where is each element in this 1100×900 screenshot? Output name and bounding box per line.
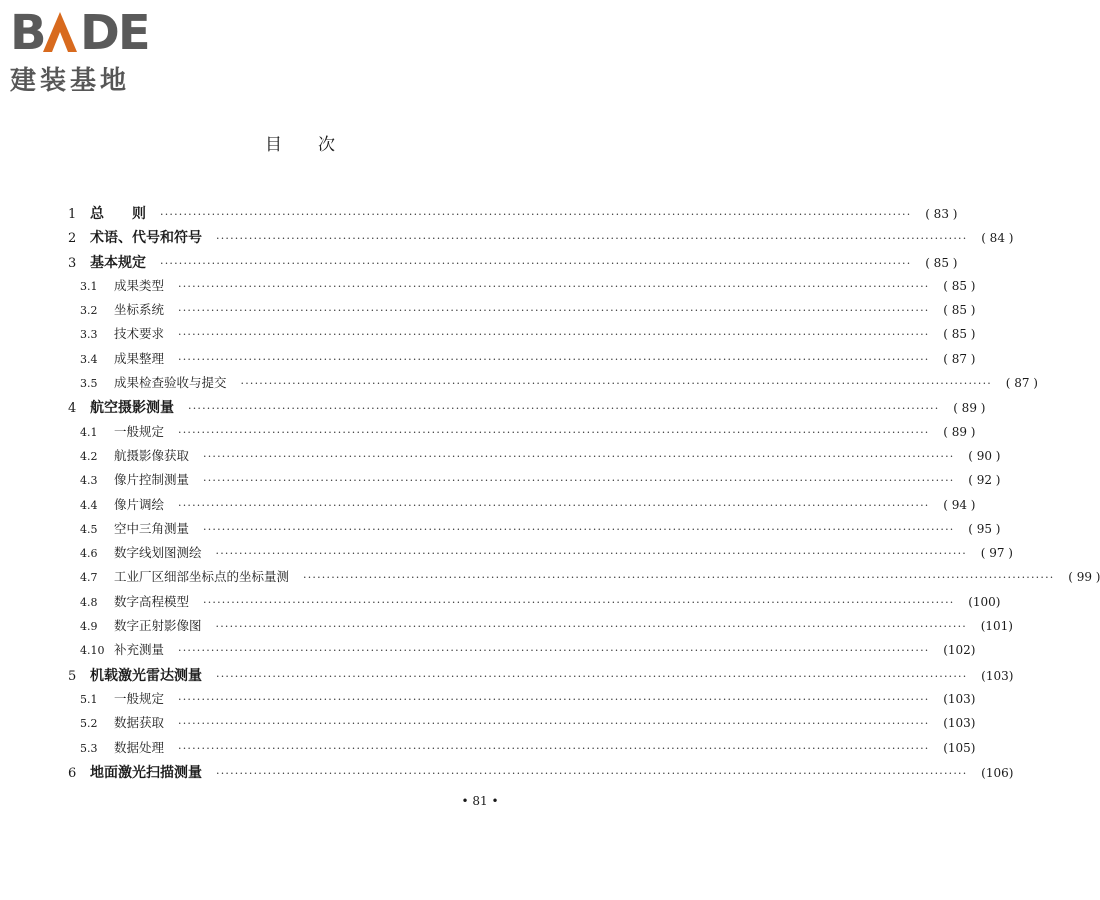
toc-entry-page: ( 90 ): [968, 448, 1001, 463]
toc-leader-dots: ································································································································································: [215, 620, 967, 634]
toc-leader-dots: ································································································································································: [216, 232, 968, 246]
toc-entry-number: 6: [68, 765, 77, 781]
toc-entry[interactable]: [68, 616, 1013, 640]
toc-entry[interactable]: [68, 324, 976, 348]
toc-entry-label: 空中三角测量: [114, 520, 190, 536]
toc-leader-dots: ································································································································································: [160, 256, 912, 270]
toc-entry-page: ( 84 ): [981, 231, 1014, 246]
toc-entry-page: ( 83 ): [925, 207, 958, 221]
toc-entry-number: 3.1: [80, 279, 98, 293]
toc-entry-page: ( 99 ): [1068, 570, 1100, 585]
toc-entry-label: 补充测量: [114, 642, 165, 658]
toc-entry[interactable]: [68, 300, 976, 324]
toc-entry-label: 一般规定: [114, 690, 165, 706]
toc-leader-dots: ································································································································································: [178, 328, 930, 342]
toc-entry-page: (102): [943, 643, 976, 658]
toc-entry[interactable]: [68, 567, 1100, 591]
toc-entry[interactable]: [68, 422, 976, 446]
toc-entry-number: 1: [68, 207, 77, 222]
toc-entry-label: 像片控制测量: [114, 472, 190, 488]
toc-entry-label: 数字线划图测绘: [114, 545, 202, 561]
toc-entry[interactable]: [68, 495, 976, 519]
toc-entry-number: 4.10: [80, 644, 105, 658]
toc-entry[interactable]: [68, 689, 976, 713]
toc-entry-number: 3.3: [80, 328, 98, 342]
toc-entry-number: 4.3: [80, 474, 98, 488]
toc-entry-number: 4.6: [80, 547, 98, 561]
toc-entry[interactable]: [68, 519, 1001, 543]
toc-entry[interactable]: [68, 276, 976, 300]
toc-entry[interactable]: [68, 252, 958, 276]
toc-entry-page: ( 85 ): [943, 278, 976, 293]
toc-entry-page: ( 89 ): [953, 401, 986, 416]
toc-entry[interactable]: [68, 738, 976, 762]
toc-entry-number: 4.9: [80, 620, 98, 634]
toc-leader-dots: ································································································································································: [203, 595, 955, 609]
toc-leader-dots: ································································································································································: [178, 279, 930, 293]
toc-entry[interactable]: [68, 203, 958, 227]
toc-leader-dots: ································································································································································: [160, 208, 912, 221]
toc-entry[interactable]: [68, 640, 976, 664]
toc-entry-page: ( 89 ): [943, 424, 976, 439]
toc-entry-page: ( 85 ): [943, 327, 976, 342]
toc-entry[interactable]: [68, 665, 1014, 689]
toc-leader-dots: ································································································································································: [178, 692, 930, 706]
toc-entry[interactable]: [68, 592, 1001, 616]
toc-entry-number: 2: [68, 231, 77, 247]
toc-entry-number: 3: [68, 255, 77, 271]
toc-entry-label: 成果类型: [114, 277, 165, 293]
toc-title: 目次: [265, 135, 371, 155]
toc-entry[interactable]: [68, 349, 976, 373]
toc-entry-page: ( 97 ): [980, 546, 1013, 561]
toc-entry-number: 3.4: [80, 352, 98, 366]
toc-entry-number: 3.2: [80, 304, 98, 318]
toc-entry-number: 4.5: [80, 522, 98, 536]
toc-entry-number: 5.3: [80, 741, 98, 755]
toc-leader-dots: ································································································································································: [240, 377, 992, 391]
toc-leader-dots: ································································································································································: [203, 449, 955, 463]
toc-entry-number: 5.1: [80, 692, 98, 706]
toc-entry-number: 4.1: [80, 425, 98, 439]
toc-leader-dots: ································································································································································: [178, 717, 930, 731]
roof-a-logo-icon: [43, 12, 77, 52]
toc-leader-dots: ································································································································································: [303, 571, 1055, 585]
toc-entry-page: (103): [943, 691, 976, 706]
toc-entry-number: 4.7: [80, 571, 98, 585]
toc-entry-number: 3.5: [80, 377, 98, 391]
toc-entry-page: (103): [981, 668, 1014, 683]
toc-entry-page: ( 95 ): [968, 521, 1001, 536]
toc-entry-number: 5.2: [80, 717, 98, 731]
toc-entry-label: 术语、代号和符号: [90, 230, 202, 247]
logo-subtitle: 建装基地: [10, 66, 131, 96]
toc-leader-dots: ································································································································································: [178, 741, 930, 755]
toc-entry-label: 一般规定: [114, 423, 165, 439]
bade-logo: [10, 5, 180, 96]
toc-entry-page: (100): [968, 594, 1001, 609]
toc-leader-dots: ································································································································································: [188, 402, 940, 416]
toc-entry[interactable]: [68, 543, 1013, 567]
bade-wordmark-logo: [10, 5, 170, 61]
toc-entry-label: 机载激光雷达测量: [90, 667, 202, 684]
toc-leader-dots: ································································································································································: [178, 644, 930, 658]
toc-entry-page: ( 85 ): [925, 255, 958, 270]
toc-entry-label: 数字正射影像图: [114, 618, 202, 634]
toc-entry-label: 数据获取: [114, 715, 165, 731]
toc-entry[interactable]: [68, 227, 1014, 251]
toc-entry-label: 成果整理: [114, 350, 165, 366]
toc-entry-number: 4.2: [80, 449, 98, 463]
toc-entry-number: 5: [68, 668, 77, 684]
toc-leader-dots: ································································································································································: [215, 547, 967, 561]
toc-entry-label: 技术要求: [114, 326, 165, 342]
toc-entry-page: ( 94 ): [943, 497, 976, 512]
svg-text:B: B: [10, 5, 45, 61]
toc-entry-page: (101): [980, 619, 1013, 634]
toc-entry-label: 工业厂区细部坐标点的坐标量测: [114, 569, 290, 585]
toc-entry[interactable]: [68, 762, 1014, 786]
toc-entry-number: 4: [68, 401, 77, 417]
toc-entry-page: ( 87 ): [1005, 376, 1038, 391]
toc-entry-number: 4.8: [80, 595, 98, 609]
toc-entry-page: ( 87 ): [943, 351, 976, 366]
toc-entry-label: 总 则: [90, 206, 146, 222]
toc-entry-label: 坐标系统: [114, 302, 165, 318]
toc-entry-number: 4.4: [80, 498, 98, 512]
toc-entry[interactable]: [68, 713, 976, 737]
toc-leader-dots: ································································································································································: [178, 352, 930, 366]
toc-entry-label: 数字高程模型: [114, 593, 190, 609]
toc-entry-page: ( 85 ): [943, 303, 976, 318]
svg-text:DE: DE: [80, 5, 149, 61]
toc-entry-page: (106): [981, 765, 1014, 780]
toc-entry[interactable]: [68, 446, 1001, 470]
toc-entry[interactable]: [68, 470, 1001, 494]
toc-leader-dots: ································································································································································: [178, 425, 930, 439]
table-of-contents: [68, 203, 1100, 786]
toc-leader-dots: ································································································································································: [178, 498, 930, 512]
toc-entry-label: 地面激光扫描测量: [90, 764, 202, 781]
toc-leader-dots: ································································································································································: [216, 669, 968, 683]
toc-entry-label: 基本规定: [90, 254, 146, 271]
toc-entry-label: 航摄影像获取: [114, 447, 190, 463]
toc-entry-label: 成果检查验收与提交: [114, 375, 227, 391]
toc-leader-dots: ································································································································································: [203, 474, 955, 488]
page-number: • 81 •: [461, 794, 499, 808]
toc-leader-dots: ································································································································································: [216, 766, 968, 780]
toc-entry-label: 航空摄影测量: [90, 400, 174, 417]
toc-entry-label: 数据处理: [114, 739, 165, 755]
toc-leader-dots: ································································································································································: [203, 522, 955, 536]
toc-entry-page: (105): [943, 740, 976, 755]
toc-entry[interactable]: [68, 397, 986, 421]
toc-entry-label: 像片调绘: [114, 496, 165, 512]
toc-entry-page: ( 92 ): [968, 473, 1001, 488]
toc-entry-page: (103): [943, 716, 976, 731]
toc-leader-dots: ································································································································································: [178, 304, 930, 318]
toc-entry[interactable]: [68, 373, 1038, 397]
